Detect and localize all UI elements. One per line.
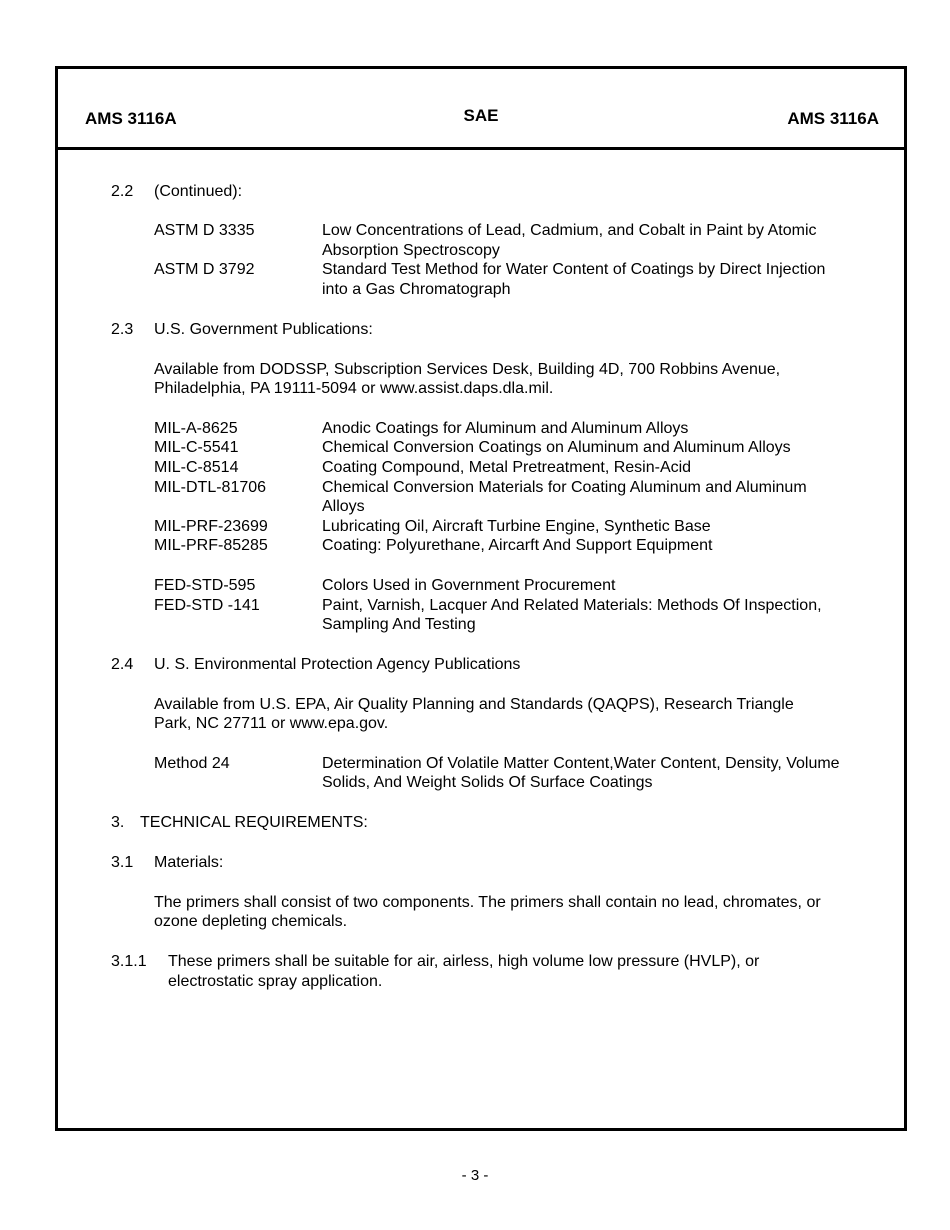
header-doc-id-left: AMS 3116A bbox=[85, 109, 177, 128]
paragraph-text: The primers shall consist of two components. The primers shall contain no lead, chromates, or bbox=[154, 894, 821, 911]
reference-description: Sampling And Testing bbox=[322, 616, 476, 633]
reference-description: Absorption Spectroscopy bbox=[322, 242, 500, 259]
reference-description: Chemical Conversion Materials for Coating Aluminum and Aluminum bbox=[322, 479, 807, 496]
reference-description: into a Gas Chromatograph bbox=[322, 281, 511, 298]
reference-code: MIL-DTL-81706 bbox=[154, 479, 267, 496]
paragraph-text: electrostatic spray application. bbox=[168, 973, 383, 990]
reference-code: MIL-C-8514 bbox=[154, 459, 239, 476]
reference-code: ASTM D 3792 bbox=[154, 261, 255, 278]
header-doc-id-right: AMS 3116A bbox=[787, 109, 879, 128]
reference-description: Colors Used in Government Procurement bbox=[322, 577, 616, 594]
paragraph-text: ozone depleting chemicals. bbox=[154, 913, 348, 930]
reference-code: MIL-A-8625 bbox=[154, 420, 238, 437]
availability-text: Available from DODSSP, Subscription Services Desk, Building 4D, 700 Robbins Avenue, bbox=[154, 361, 781, 378]
section-number: 3.1 bbox=[111, 854, 134, 871]
reference-description: Chemical Conversion Coatings on Aluminum and Aluminum Alloys bbox=[322, 439, 791, 456]
section-title: (Continued): bbox=[154, 183, 243, 200]
page-number: - 3 - bbox=[461, 1167, 489, 1184]
section-number: 3. bbox=[111, 814, 125, 831]
availability-text: Philadelphia, PA 19111-5094 or www.assist.daps.dla.mil. bbox=[154, 380, 554, 397]
reference-code: Method 24 bbox=[154, 755, 230, 772]
availability-text: Available from U.S. EPA, Air Quality Planning and Standards (QAQPS), Research Triangle bbox=[154, 696, 794, 713]
reference-code: FED-STD-595 bbox=[154, 577, 256, 594]
document-header bbox=[58, 69, 904, 150]
reference-description: Anodic Coatings for Aluminum and Aluminum Alloys bbox=[322, 420, 689, 437]
section-title: U. S. Environmental Protection Agency Publications bbox=[154, 656, 521, 673]
reference-description: Lubricating Oil, Aircraft Turbine Engine, Synthetic Base bbox=[322, 518, 711, 535]
reference-description: Low Concentrations of Lead, Cadmium, and Cobalt in Paint by Atomic bbox=[322, 222, 817, 239]
reference-code: FED-STD -141 bbox=[154, 597, 260, 614]
reference-code: MIL-PRF-23699 bbox=[154, 518, 268, 535]
reference-code: MIL-C-5541 bbox=[154, 439, 239, 456]
reference-description: Paint, Varnish, Lacquer And Related Materials: Methods Of Inspection, bbox=[322, 597, 822, 614]
section-title: U.S. Government Publications: bbox=[154, 321, 373, 338]
section-title: TECHNICAL REQUIREMENTS: bbox=[140, 814, 368, 831]
reference-description: Coating Compound, Metal Pretreatment, Resin-Acid bbox=[322, 459, 692, 476]
reference-code: ASTM D 3335 bbox=[154, 222, 255, 239]
reference-description: Alloys bbox=[322, 498, 365, 515]
reference-description: Solids, And Weight Solids Of Surface Coatings bbox=[322, 774, 653, 791]
reference-description: Determination Of Volatile Matter Content,Water Content, Density, Volume bbox=[322, 755, 840, 772]
paragraph-text: These primers shall be suitable for air, airless, high volume low pressure (HVLP), or bbox=[168, 953, 760, 970]
section-number: 2.3 bbox=[111, 321, 134, 338]
availability-text: Park, NC 27711 or www.epa.gov. bbox=[154, 715, 389, 732]
reference-description: Standard Test Method for Water Content of Coatings by Direct Injection bbox=[322, 261, 826, 278]
reference-description: Coating: Polyurethane, Aircarft And Support Equipment bbox=[322, 537, 713, 554]
header-organization: SAE bbox=[463, 106, 499, 125]
section-number: 2.4 bbox=[111, 656, 134, 673]
section-title: Materials: bbox=[154, 854, 224, 871]
section-number: 2.2 bbox=[111, 183, 134, 200]
reference-code: MIL-PRF-85285 bbox=[154, 537, 268, 554]
section-number: 3.1.1 bbox=[111, 953, 147, 970]
